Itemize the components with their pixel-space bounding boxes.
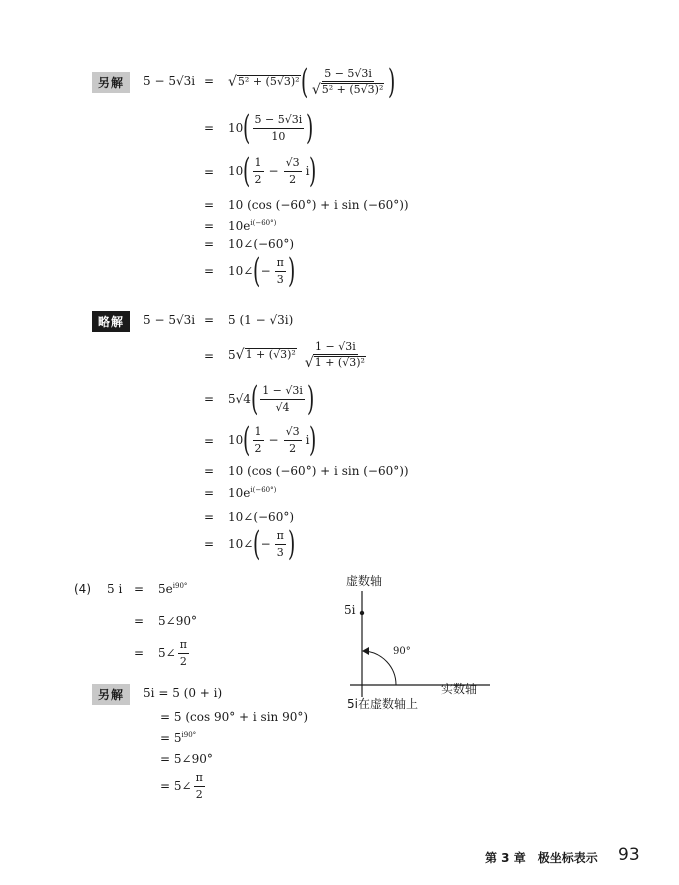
point-5i — [360, 611, 364, 615]
block3-eq-2: = — [133, 614, 145, 628]
block2-line-4: 10 ( $\frac{1}{2}$ − $\frac{√3}{2}$ i ) — [228, 420, 317, 460]
block2-lhs: 5 − 5√3i — [143, 313, 196, 327]
block3-line-2: 5∠90° — [158, 614, 197, 628]
block1-line-6: 10∠(−60°) — [228, 237, 295, 251]
block2-line-5: 10 (cos (−60°) + i sin (−60°)) — [228, 464, 409, 478]
block2-line-8: 10∠ ( − $\frac{\pi}{3}$ ) — [228, 524, 296, 564]
angle-label: 90° — [393, 646, 411, 657]
block3-alt-line-2: = 5 (cos 90° + i sin 90°) — [160, 710, 309, 724]
block3-eq-1: = — [133, 582, 145, 596]
page-number: 93 — [618, 845, 640, 865]
block2-eq-1: = — [203, 313, 215, 327]
problem-number: (4) — [74, 582, 91, 596]
block1-eq-4: = — [203, 198, 215, 212]
angle-arc — [364, 651, 396, 685]
alt-solution-tag-1: 另解 — [92, 72, 130, 93]
block2-eq-7: = — [203, 510, 215, 524]
block3-eq-3: = — [133, 646, 145, 660]
block2-line-2: 5 √ 1 + (√3)² 1 − √3i √ 1 + (√3)² — [228, 339, 365, 371]
block2-eq-8: = — [203, 537, 215, 551]
block2-eq-4: = — [203, 434, 215, 448]
block1-eq-5: = — [203, 219, 215, 233]
block1-line-7: 10∠ ( − $\frac{\pi}{3}$ ) — [228, 251, 296, 291]
block1-eq-6: = — [203, 237, 215, 251]
block1-line-3: 10 ( $\frac{1}{2}$ − $\frac{√3}{2}$ i ) — [228, 151, 317, 191]
block2-line-7: 10∠(−60°) — [228, 510, 295, 524]
block3-line-3: 5∠ $\frac{\pi}{2}$ — [158, 638, 187, 668]
block3-alt-lhs: 5i = 5 (0 + i) — [143, 686, 223, 700]
block3-alt-line-4: = 5∠90° — [160, 752, 213, 766]
block1-eq-1: = — [203, 74, 215, 88]
block2-line-3: 5√4 ( $\frac{1 - √3i}{√4}$ ) — [228, 379, 315, 419]
brief-solution-tag: 略解 — [92, 311, 130, 332]
block2-line-6: $10e^{i(-60^\circ)}$ — [228, 486, 277, 500]
block1-line-2: 10 ( $\frac{5 - 5√3i}{10}$ ) — [228, 108, 314, 148]
block1-eq-2: = — [203, 121, 215, 135]
block1-lhs: 5 − 5√3i — [143, 74, 196, 88]
block1-line-5: $10e^{i(-60^\circ)}$ — [228, 219, 277, 233]
alt-solution-tag-2: 另解 — [92, 684, 130, 705]
block1-line-4: 10 (cos (−60°) + i sin (−60°)) — [228, 198, 409, 212]
block2-line-1: 5 (1 − √3i) — [228, 313, 294, 327]
real-axis-label: 实数轴 — [441, 682, 478, 696]
block2-eq-5: = — [203, 464, 215, 478]
block3-line-1: $5e^{i90^\circ}$ — [158, 582, 188, 596]
chapter-title: 第 3 章 极坐标表示 — [485, 851, 598, 865]
diagram-caption: 5i在虚数轴上 — [347, 697, 418, 711]
block1-eq-3: = — [203, 165, 215, 179]
imaginary-axis-label: 虚数轴 — [346, 574, 383, 588]
point-5i-label: 5i — [344, 603, 356, 617]
block2-eq-2: = — [203, 349, 215, 363]
block1-eq-7: = — [203, 264, 215, 278]
block2-eq-6: = — [203, 486, 215, 500]
block3-alt-line-3: = $5^{i90^\circ}$ — [160, 731, 197, 745]
angle-arrowhead — [362, 647, 369, 655]
block3-alt-line-5: = 5∠ $\frac{\pi}{2}$ — [160, 771, 203, 801]
block3-lhs: 5 i — [107, 582, 123, 596]
block1-line-1: √ 5² + (5√3)² ( 5 − 5√3i √ 5² + (5√3)² ) — [228, 62, 396, 102]
block2-eq-3: = — [203, 392, 215, 406]
